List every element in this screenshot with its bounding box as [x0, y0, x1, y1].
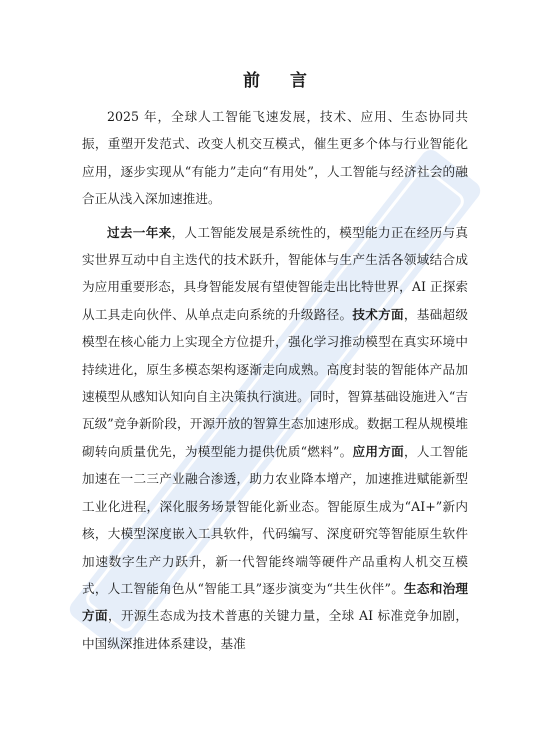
section-lead-ecosystem-governance: 生态和治理方面 — [82, 580, 468, 624]
paragraph-text: ，基础超级模型在核心能力上实现全方位提升，强化学习推动模型在真实环境中持续进化，原生多模态架构逐渐走向成熟。高度封装的智能体产品加速模型从感知认知向自主决策执行演进。同时，智算基础设施进入“吉瓦级”竞争新阶段，开源开放的智算生态加速形成。数据工程从规模堆砌转向质量优先，为模型能力提供优质“燃料”。 — [82, 306, 469, 459]
section-lead-application: 应用方面 — [352, 443, 404, 459]
paragraph-review — [82, 219, 468, 658]
page-title: 前 言 — [243, 71, 319, 91]
paragraph-intro — [82, 103, 468, 213]
paragraph-text: ，人工智能加速在一二三产业融合渗透，助力农业降本增产，加速推进赋能新型工业化进程，深化服务场景智能化新业态。智能原生成为“AI+”新内核，大模型深度嵌入工具软件，代码编写、深度研究等智能原生软件加速数字生产力跃升，新一代智能终端等硬件产品重构人机交互模式，人工智能角色从“智能工具”逐步演变为“共生伙伴”。 — [82, 443, 469, 596]
body-text — [82, 103, 468, 663]
paragraph-text: ，开源生态成为技术普惠的关键力量，全球 AI 标准竞争加剧，中国纵深推进体系建设，基准 — [82, 608, 468, 651]
paragraph-text: ，人工智能发展是系统性的，模型能力正在经历与真实世界互动中自主迭代的技术跃升，智能体与生产生活各领域结合成为应用重要形态，具身智能发展有望使智能走出比特世界，AI 正探索从工具走向伙伴、从单点走向系统的升级路径。 — [82, 224, 469, 322]
paragraph-text: 2025 年，全球人工智能飞速发展，技术、应用、生态协同共振，重塑开发范式、改变人机交互模式，催生更多个体与行业智能化应用，逐步实现从“有能力”走向“有用处”，人工智能与经济社会的融合正从浅入深加速推进。 — [82, 109, 468, 207]
section-lead-past-year: 过去一年来 — [107, 224, 172, 240]
section-lead-technology: 技术方面 — [352, 306, 404, 322]
